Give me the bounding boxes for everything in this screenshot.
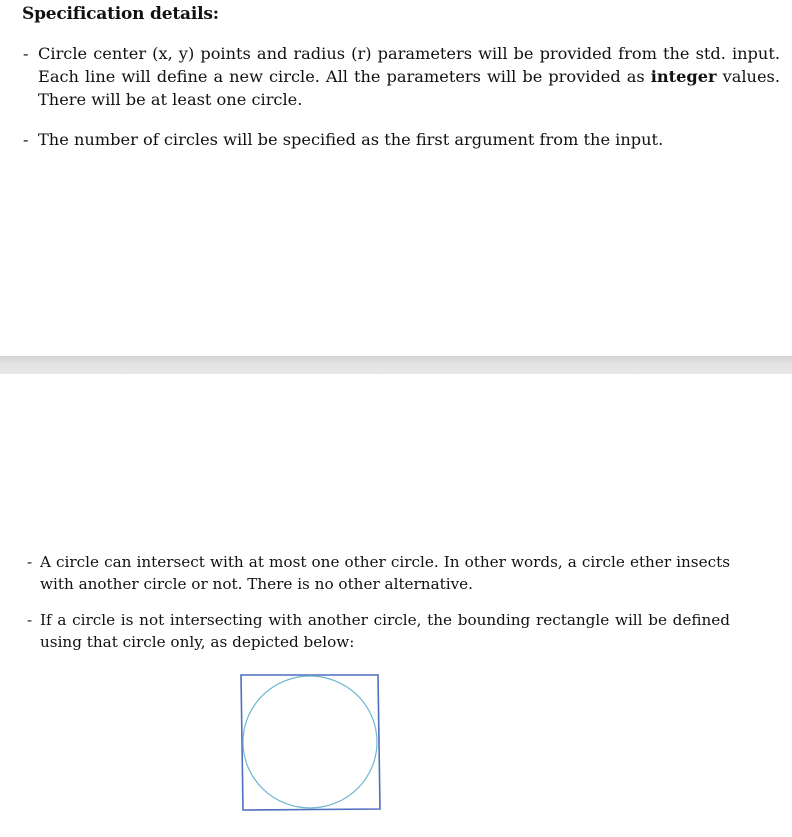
bullet-emphasis-integer: integer xyxy=(650,67,717,86)
bullet-dash: - xyxy=(27,611,33,629)
bullet-dash: - xyxy=(23,44,29,63)
bullet-circle-parameters xyxy=(23,42,780,111)
bullet-text: A circle can intersect with at most one other circle. In other words, a circle ether insects with another circle or not. There is no other alternative. xyxy=(40,553,730,593)
page-upper xyxy=(0,0,792,356)
bullet-text: The number of circles will be specified as the first argument from the input. xyxy=(38,130,664,149)
circle-shape xyxy=(243,676,377,808)
bullet-dash: - xyxy=(27,553,33,571)
bounding-rectangle xyxy=(241,675,380,810)
bullet-text-part: Circle center (x, y) points and radius (r) parameters will be provided from the std. input. Each line will define a new circle. All the parameters will be provided as xyxy=(38,44,780,86)
bullet-text-part: values. There will be at least one circle. xyxy=(38,67,780,109)
page-break-gap xyxy=(0,356,792,374)
bounding-rectangle-diagram xyxy=(236,670,386,816)
bullet-intersection-rule xyxy=(27,552,730,595)
bullet-dash: - xyxy=(23,130,29,149)
bullet-bounding-rectangle xyxy=(27,610,730,653)
bullet-text: If a circle is not intersecting with another circle, the bounding rectangle will be defined using that circle only, as depicted below: xyxy=(40,611,730,651)
section-heading: Specification details: xyxy=(22,4,219,24)
page-lower xyxy=(0,374,792,837)
bullet-circle-count xyxy=(23,128,780,151)
